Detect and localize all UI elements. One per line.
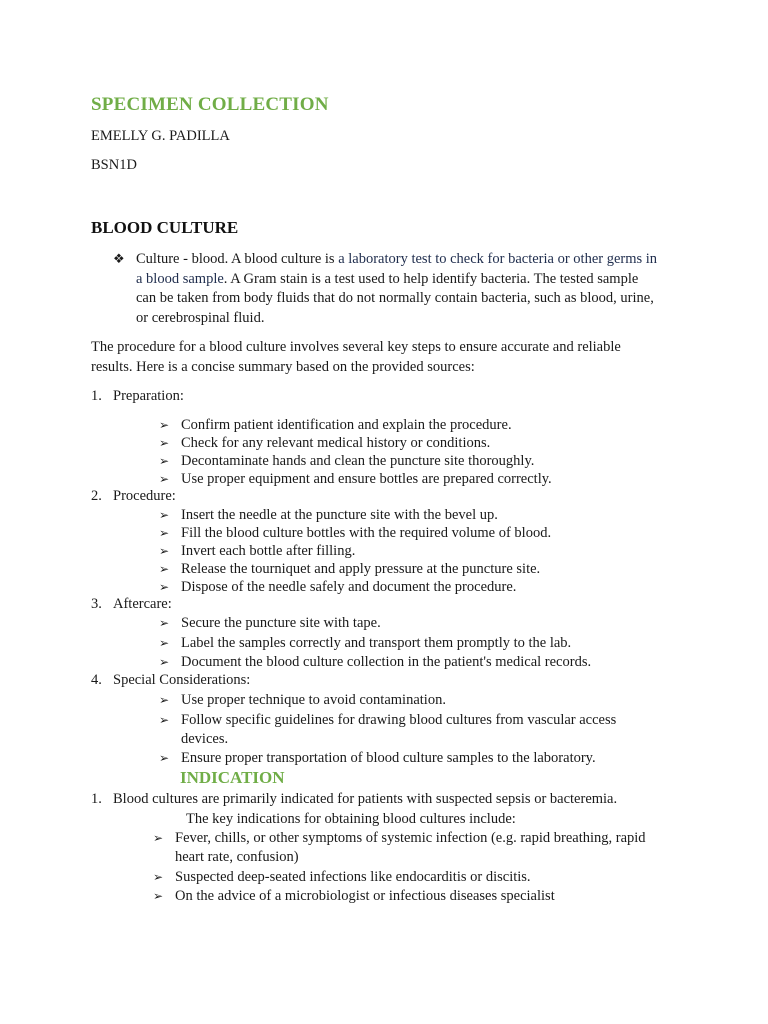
diamond-bullet-icon: ❖ <box>113 251 125 266</box>
list-item: ➢ Confirm patient identification and explain the procedure. <box>159 417 512 433</box>
arrow-bullet-icon: ➢ <box>159 526 170 540</box>
step-1-heading: 1. Preparation: <box>91 388 184 404</box>
document-title: SPECIMEN COLLECTION <box>91 94 329 115</box>
arrow-bullet-icon: ➢ <box>159 655 170 669</box>
step-3-heading: 3. Aftercare: <box>91 596 172 612</box>
arrow-bullet-icon: ➢ <box>159 693 170 707</box>
arrow-bullet-icon: ➢ <box>159 472 170 486</box>
list-item: ➢ Secure the puncture site with tape. <box>159 615 381 631</box>
arrow-bullet-icon: ➢ <box>159 616 170 630</box>
intro-text: Culture - blood. A blood culture is <box>136 251 339 267</box>
list-item: ➢ Fill the blood culture bottles with the required volume of blood. <box>159 525 552 541</box>
procedure-intro-line-1: The procedure for a blood culture involves several key steps to ensure accurate and reliable <box>91 339 621 355</box>
arrow-bullet-icon: ➢ <box>159 418 170 432</box>
list-item: ➢ Ensure proper transportation of blood culture samples to the laboratory. <box>159 750 596 766</box>
indication-subheading: The key indications for obtaining blood cultures include: <box>186 811 516 827</box>
list-item: ➢ Document the blood culture collection in the patient's medical records. <box>159 654 592 670</box>
arrow-bullet-icon: ➢ <box>159 436 170 450</box>
section-heading-indication: INDICATION <box>180 768 285 787</box>
list-item: ➢ Dispose of the needle safely and document the procedure. <box>159 579 517 595</box>
procedure-intro-paragraph <box>91 338 621 377</box>
indication-item-1: 1. Blood cultures are primarily indicated for patients with suspected sepsis or bacteremia. <box>91 791 618 807</box>
intro-highlight: a laboratory test to check for bacteria or other germs in <box>338 251 658 267</box>
arrow-bullet-icon: ➢ <box>159 562 170 576</box>
step-4-heading: 4. Special Considerations: <box>91 672 251 688</box>
list-item: ➢ Use proper equipment and ensure bottles are prepared correctly. <box>159 471 552 487</box>
arrow-bullet-icon: ➢ <box>159 544 170 558</box>
arrow-bullet-icon: ➢ <box>159 508 170 522</box>
intro-bullet-paragraph <box>136 250 657 328</box>
arrow-bullet-icon: ➢ <box>159 751 170 765</box>
step-2-heading: 2. Procedure: <box>91 488 176 504</box>
list-item: ➢ On the advice of a microbiologist or infectious diseases specialist <box>153 888 555 904</box>
list-item: ➢ Decontaminate hands and clean the puncture site thoroughly. <box>159 453 535 469</box>
list-item: ➢ Label the samples correctly and transport them promptly to the lab. <box>159 635 572 651</box>
list-item: ➢ Suspected deep-seated infections like endocarditis or discitis. <box>153 869 531 885</box>
list-item: ➢ Check for any relevant medical history or conditions. <box>159 435 491 451</box>
arrow-bullet-icon: ➢ <box>159 454 170 468</box>
arrow-bullet-icon: ➢ <box>159 636 170 650</box>
procedure-intro-line-2: results. Here is a concise summary based on the provided sources: <box>91 358 475 375</box>
list-item: ➢ Fever, chills, or other symptoms of systemic infection (e.g. rapid breathing, rapid <box>153 830 646 846</box>
arrow-bullet-icon: ➢ <box>159 580 170 594</box>
intro-highlight-2: a blood sample <box>136 270 224 287</box>
intro-text-3: can be taken from body fluids that do not normally contain bacteria, such as blood, urine, <box>136 290 654 306</box>
list-item: ➢ Release the tourniquet and apply pressure at the puncture site. <box>159 561 541 577</box>
author-name: EMELLY G. PADILLA <box>91 128 230 144</box>
arrow-bullet-icon: ➢ <box>153 870 164 884</box>
list-item-continuation: heart rate, confusion) <box>175 849 299 865</box>
intro-text-4: or cerebrospinal fluid. <box>136 309 265 326</box>
section-code: BSN1D <box>91 157 137 173</box>
list-item: ➢ Invert each bottle after filling. <box>159 543 356 559</box>
list-item: ➢ Use proper technique to avoid contamination. <box>159 692 446 708</box>
list-item-continuation: devices. <box>181 731 229 747</box>
arrow-bullet-icon: ➢ <box>153 889 164 903</box>
list-item: ➢ Insert the needle at the puncture site with the bevel up. <box>159 507 498 523</box>
section-heading-blood-culture: BLOOD CULTURE <box>91 218 239 237</box>
list-item: ➢ Follow specific guidelines for drawing blood cultures from vascular access <box>159 712 617 728</box>
arrow-bullet-icon: ➢ <box>159 713 170 727</box>
intro-text-2: . A Gram stain is a test used to help identify bacteria. The tested sample <box>223 270 639 287</box>
arrow-bullet-icon: ➢ <box>153 831 164 845</box>
